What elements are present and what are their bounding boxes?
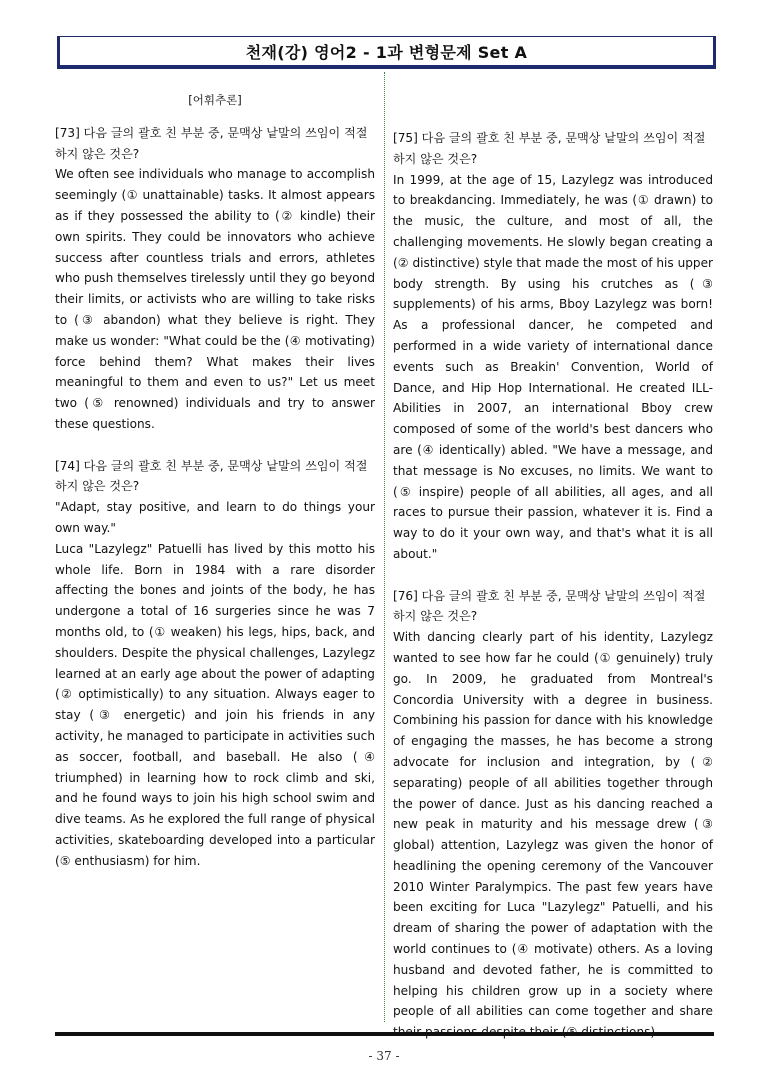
question-73: [55, 123, 375, 435]
question-74-prompt: [74] 다음 글의 괄호 친 부분 중, 문맥상 낱말의 쓰임이 적절하지 않은 것은?: [55, 458, 368, 494]
page-number: - 37 -: [368, 1049, 400, 1063]
question-74-passage: Luca "Lazylegz" Patuelli has lived by this motto his whole life. Born in 1984 with a rare disorder affecting the bones and joints of the body, he has undergone a total of 16 surgeries since he was 7 months old, to (① weaken) his legs, hips, back, and shoulders. Despite the physical challenges, Lazylegz learned at an early age about the power of adapting (② optimistically) to any situation. Always eager to stay (③ energetic) and join his friends in any activity, he managed to participate in activities such as soccer, football, and baseball. He also (④ triumphed) in learning how to rock climb and ski, and he found ways to join his high school swim and dive teams. As he explored the full range of physical activities, skateboarding developed into a particular (⑤ enthusiasm) for him.: [55, 541, 375, 868]
left-column: [55, 90, 375, 871]
question-76: [393, 586, 713, 1044]
question-73-prompt: [73] 다음 글의 괄호 친 부분 중, 문맥상 낱말의 쓰임이 적절하지 않은 것은?: [55, 125, 368, 161]
question-75-prompt: [75] 다음 글의 괄호 친 부분 중, 문맥상 낱말의 쓰임이 적절하지 않은 것은?: [393, 131, 706, 166]
question-76-passage: With dancing clearly part of his identity, Lazylegz wanted to see how far he could (① genuinely) truly go. In 2009, he graduated from Montreal's Concordia University with a degree in business. Combining his passion for dance with his knowledge of engaging the masses, he has become a strong advocate for inclusion and integration, by (② separating) people of all abilities together through the power of dance. Just as his dancing reached a new peak in maturity and his message drew (③ global) attention, Lazylegz was given the honor of headlining the opening ceremony of the Vancouver 2010 Winter Paralympics. The past few years have been exciting for Luca "Lazylegz" Patuelli, and his dream of sharing the power of adaptation with the world continues to (④ motivate) others. As a loving husband and devoted father, he is committed to helping his children grow up in a society where people of all abilities can come together and share: [393, 630, 713, 1019]
question-73-passage: We often see individuals who manage to accomplish seemingly (① unattainable) tasks. It almost appears as if they possessed the ability to (② kindle) their own spirits. They could be innovators who achieve success after countless trials and errors, athletes who push themselves tirelessly until they go beyond their limits, or activists who are willing to take risks to (③ abandon) what they believe is right. They make us wonder: "What could be the (④ motivating) force behind them? What makes their lives meaningful to them and even to us?" Let us meet two (⑤ renowned) individuals and try to answer these questions.: [55, 167, 375, 431]
question-75: [393, 128, 713, 565]
right-column: [393, 90, 713, 1043]
question-75-passage: In 1999, at the age of 15, Lazylegz was introduced to breakdancing. Immediately, he was (① drawn) to the music, the culture, and most of all, the challenging movements. He slowly began creating a (② distinctive) style that made the most of his upper body strength. By using his crutches as (③ supplements) of his arms, Bboy Lazylegz was born! As a professional dancer, he competed and performed in a wide variety of international dance events such as Breakin' Convention, World of Dance, and Hip Hop International. He created ILL-Abilities in 2007, an international Bboy crew composed of some of the world's best dancers who are (④ identically) abled. "We have a message, and that message is No excuses, no limits. We want to (⑤ inspire) people of all abilities, all ages, and all races to pursue their passion, whatever it is. Find a way to do it your own way, and that's what it is all about.": [393, 172, 713, 561]
column-divider: [384, 72, 385, 1022]
page-title: 천재(강) 영어2 - 1과 변형문제 Set A: [57, 36, 716, 69]
section-label: [어휘추론]: [188, 93, 242, 107]
question-74-motto: "Adapt, stay positive, and learn to do things your own way.": [55, 500, 375, 535]
question-74: [55, 456, 375, 872]
question-76-prompt: [76] 다음 글의 괄호 친 부분 중, 문맥상 낱말의 쓰임이 적절하지 않은 것은?: [393, 588, 706, 624]
footer-rule: [55, 1032, 714, 1036]
